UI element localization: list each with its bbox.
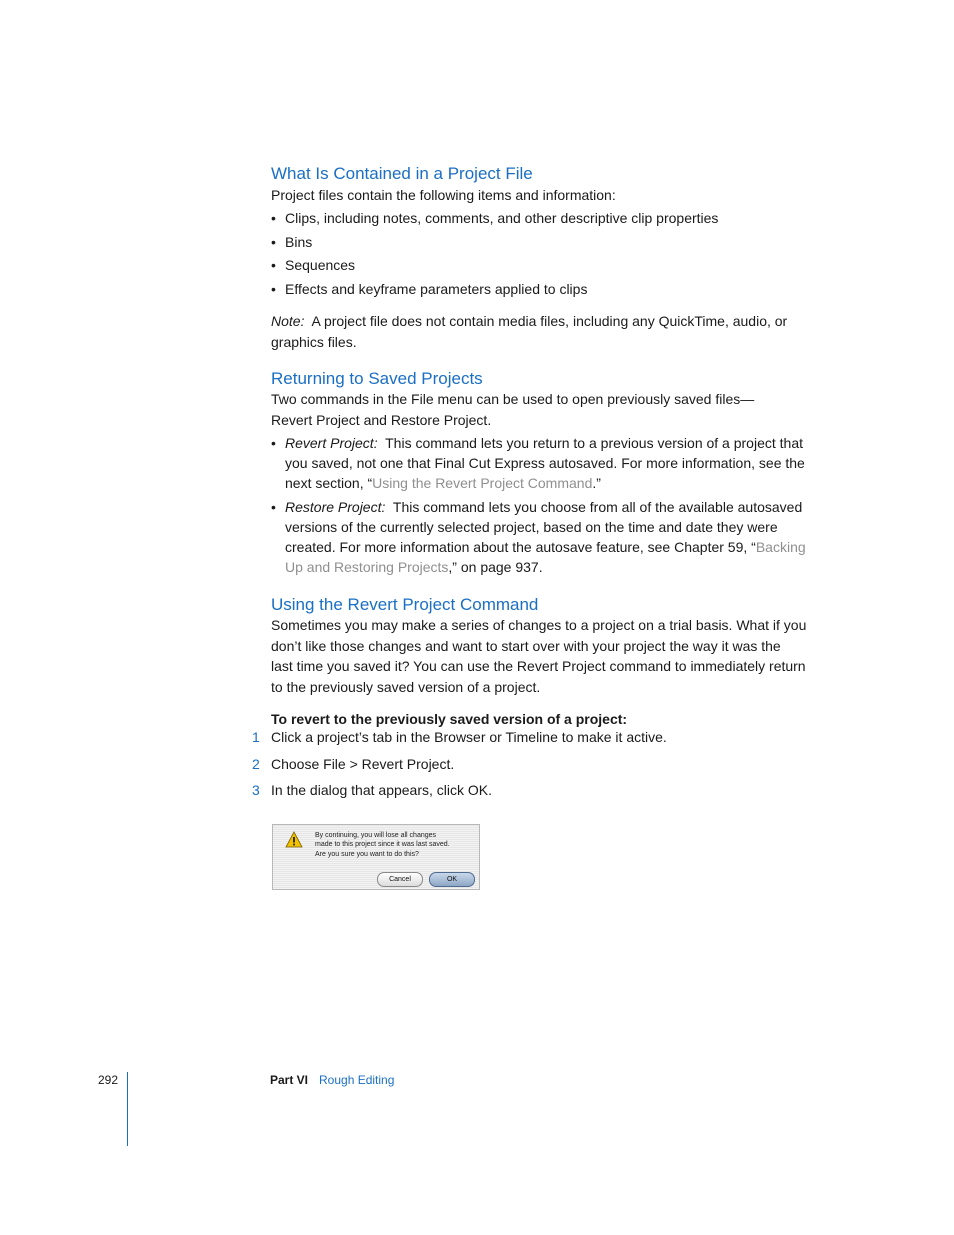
dialog-message-line: Are you sure you want to do this? (315, 850, 419, 858)
list-item-restore: • Restore Project: This command lets you choose from all of the available autosaved versions of the currently selected project, based on the time and date they were created. For more information about the autosave feature, see Chapter 59, “Backing Up and Restoring Projects,” on page 937. (271, 497, 831, 579)
restore-line-4-post: ,” on page 937. (448, 559, 543, 575)
list-item-text: Sequences (285, 257, 356, 273)
revert-line-1: This command lets you return to a previous version of a project that (385, 435, 803, 451)
step-text: Click a project’s tab in the Browser or Timeline to make it active. (271, 729, 667, 745)
list-item: • Clips, including notes, comments, and other descriptive clip properties (271, 208, 831, 228)
restore-line-2: versions of the currently selected project, based on the time and date they were (285, 519, 778, 535)
list-item-text: Clips, including notes, comments, and other descriptive clip properties (285, 210, 719, 226)
dialog-message (315, 831, 475, 859)
dialog-message-line: By continuing, you will lose all changes (315, 832, 437, 839)
note-text-1: A project file does not contain media files, including any QuickTime, audio, or (311, 313, 788, 329)
revert-line-3-post: .” (592, 475, 601, 491)
step-number: 2 (252, 756, 260, 772)
heading-contained: What Is Contained in a Project File (271, 164, 533, 183)
returning-intro-2: Revert Project and Restore Project. (271, 412, 492, 428)
footer-part: Part VI (270, 1073, 309, 1087)
step-3 (252, 782, 752, 802)
note-line-1 (271, 311, 787, 332)
list-item: • Effects and keyframe parameters applied to clips (271, 279, 831, 299)
page-number: 292 (98, 1073, 119, 1087)
restore-term: Restore Project: (285, 499, 386, 515)
footer-divider (127, 1072, 128, 1146)
cancel-button[interactable]: Cancel (377, 872, 423, 887)
list-item-text: Effects and keyframe parameters applied to clips (285, 281, 588, 297)
note-line-2: graphics files. (271, 334, 357, 350)
using-line-1: Sometimes you may make a series of changes to a project on a trial basis. What if you (271, 617, 807, 633)
using-line-2: don’t like those changes and want to start over with your project the way it was the (271, 637, 781, 654)
list-item: • Bins (271, 232, 831, 252)
restore-link-part-1[interactable]: Backing (755, 539, 806, 555)
revert-link[interactable]: Using the Revert Project Command (372, 475, 593, 491)
using-line-3: last time you saved it? You can use the Revert Project command to immediately return (271, 658, 806, 674)
step-2 (252, 756, 752, 776)
dialog-message-line: made to this project since it was last saved. (315, 841, 450, 849)
heading-using: Using the Revert Project Command (271, 595, 539, 614)
warning-icon (285, 831, 303, 849)
revert-line-2: you saved, not one that Final Cut Express autosaved. For more information, see the (285, 455, 805, 471)
step-number: 3 (252, 782, 260, 798)
using-paragraph (271, 615, 806, 697)
step-text: Choose File > Revert Project. (271, 756, 455, 772)
list-item-text: Bins (285, 234, 313, 250)
list-item: • Sequences (271, 255, 831, 275)
returning-intro-1: Two commands in the File menu can be used to open previously saved files— (271, 391, 755, 407)
task-heading: To revert to the previously saved version of a project: (271, 711, 628, 727)
heading-returning: Returning to Saved Projects (271, 369, 483, 388)
ok-button[interactable]: OK (429, 872, 475, 887)
revert-term: Revert Project: (285, 435, 378, 451)
revert-line-3-pre: next section, “ (285, 475, 373, 491)
step-1 (252, 729, 752, 749)
revert-dialog (272, 824, 480, 890)
list-item-revert: • Revert Project: This command lets you return to a previous version of a project that you saved, not one that Final Cut Express autosaved. For more information, see the next section, “Using the Revert Project Command.” (271, 433, 831, 495)
restore-link-part-2[interactable]: Up and Restoring Projects (285, 559, 449, 575)
using-line-4: to the previously saved version of a project. (271, 678, 541, 695)
footer-part-title: Rough Editing (319, 1073, 395, 1087)
note-label: Note: (271, 313, 305, 329)
step-number: 1 (252, 729, 260, 745)
contained-intro: Project files contain the following items and information: (271, 187, 616, 203)
restore-line-1: This command lets you choose from all of the available autosaved (392, 499, 803, 515)
step-text: In the dialog that appears, click OK. (271, 782, 493, 798)
restore-line-3-pre: created. For more information about the autosave feature, see Chapter 59, “ (285, 539, 756, 555)
